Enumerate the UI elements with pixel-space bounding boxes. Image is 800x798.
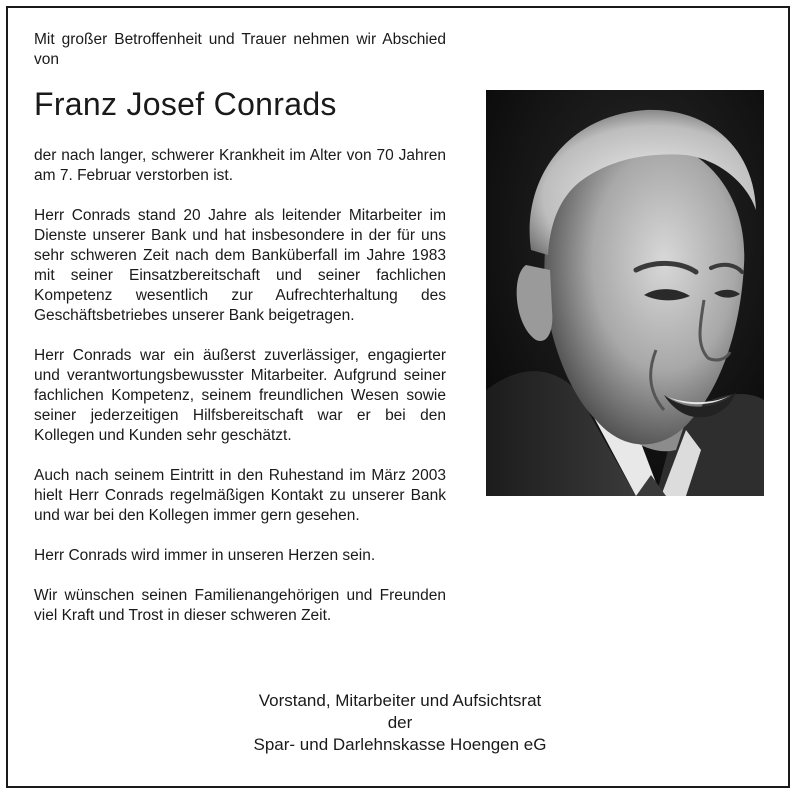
paragraph-remembrance: Herr Conrads wird immer in unseren Herzen sein. — [34, 547, 376, 564]
paragraph-condolences: Wir wünschen seinen Familienangehörigen und Freunden viel Kraft und Trost in dieser schweren Zeit. — [34, 587, 446, 624]
signature-line-board: Vorstand, Mitarbeiter und Aufsichtsrat — [258, 691, 542, 710]
signature-line-bank: Spar- und Darlehnskasse Hoengen eG — [253, 735, 547, 754]
intro-text: Mit großer Betroffenheit und Trauer nehmen wir Abschied von — [34, 31, 446, 68]
deceased-name: Franz Josef Conrads — [34, 86, 337, 122]
paragraph-character: Herr Conrads war ein äußerst zuverlässiger, engagierter und verantwortungsbewusster Mitarbeiter. Aufgrund seiner fachlichen Kompetenz, seinem freundlichen Wesen sowie seiner jederzeitigen Hilfsbereitschaft war er bei den Kollegen und Kunden sehr geschätzt. — [34, 347, 446, 444]
paragraph-retirement: Auch nach seinem Eintritt in den Ruhestand im März 2003 hielt Herr Conrads regelmäßigen Kontakt zu unserer Bank und war bei den Kollegen immer gern gesehen. — [34, 467, 446, 524]
obituary-body — [34, 146, 446, 646]
signature-line-der: der — [387, 713, 413, 732]
signature-block — [200, 690, 600, 756]
portrait-photo — [486, 90, 764, 496]
paragraph-career: Herr Conrads stand 20 Jahre als leitender Mitarbeiter im Dienste unserer Bank und hat insbesondere in der für uns sehr schweren Zeit nach dem Banküberfall im Jahre 1983 mit seiner Einsatzbereitschaft und seiner fachlichen Kompetenz wesentlich zur Aufrechterhaltung des Geschäftsbetriebes unserer Bank beigetragen. — [34, 207, 446, 324]
paragraph-death-notice: der nach langer, schwerer Krankheit im Alter von 70 Jahren am 7. Februar verstorben ist. — [34, 147, 446, 184]
